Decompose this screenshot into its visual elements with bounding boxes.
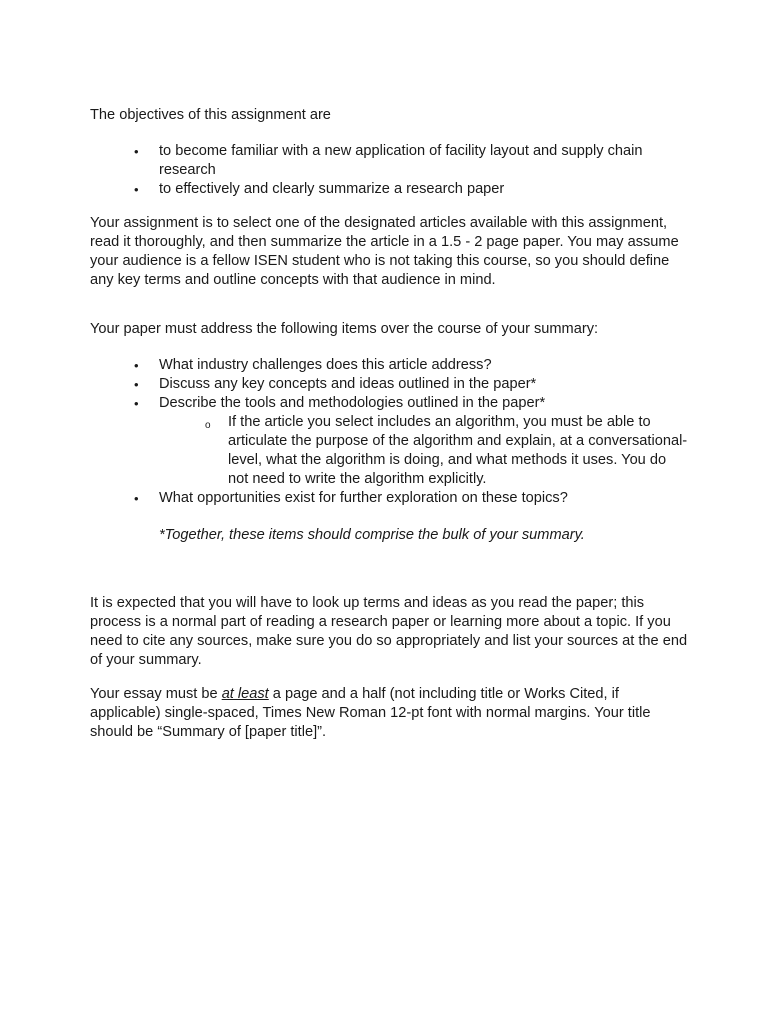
bullet-icon: •	[134, 144, 139, 159]
essay-requirements-paragraph	[90, 685, 690, 742]
essay-emphasis: at least	[221, 686, 269, 702]
item-text: Describe the tools and methodologies outlined in the paper*	[159, 395, 546, 411]
subitem-text: If the article you select includes an algorithm, you must be able to articulate the purpose of the algorithm and explain, at a conversational-level, what the algorithm is doing, and what methods it uses. You do not need to write the algorithm explicitly.	[228, 414, 688, 487]
bullet-icon: •	[134, 491, 139, 506]
items-note: *Together, these items should comprise the bulk of your summary.	[159, 527, 585, 543]
item-text: What industry challenges does this article address?	[159, 357, 492, 373]
document-page	[90, 106, 690, 757]
objective-text: to effectively and clearly summarize a research paper	[159, 181, 505, 197]
essay-text-after: a page and a half (not including title or Works Cited, if applicable) single-spaced, Times New Roman 12-pt font with normal margins. Your title should be “Summary of [paper title]”.	[90, 686, 651, 740]
objective-item	[90, 180, 690, 199]
bullet-icon: •	[134, 377, 139, 392]
bullet-icon: •	[134, 182, 139, 197]
essay-text-before: Your essay must be	[90, 686, 222, 702]
objectives-list	[90, 142, 690, 199]
bullet-icon: •	[134, 396, 139, 411]
items-list	[90, 356, 690, 508]
item	[90, 394, 690, 489]
subitem	[90, 413, 690, 489]
item	[90, 356, 690, 375]
bullet-icon: •	[134, 358, 139, 373]
subitem-list	[159, 413, 690, 489]
item	[90, 375, 690, 394]
objective-item	[90, 142, 690, 180]
item-text: What opportunities exist for further exploration on these topics?	[159, 490, 568, 506]
assignment-paragraph: Your assignment is to select one of the designated articles available with this assignment, read it thoroughly, and then summarize the article in a 1.5 - 2 page paper. You may assume your audience is a fellow ISEN student who is not taking this course, so you should define any key terms and outline concepts with that audience in mind.	[90, 215, 679, 288]
item-text: Discuss any key concepts and ideas outlined in the paper*	[159, 376, 537, 392]
circle-bullet-icon: o	[205, 420, 211, 431]
address-intro: Your paper must address the following items over the course of your summary:	[90, 321, 599, 337]
item	[90, 489, 690, 508]
objective-text: to become familiar with a new application of facility layout and supply chain research	[159, 143, 643, 178]
lookup-paragraph: It is expected that you will have to look up terms and ideas as you read the paper; this process is a normal part of reading a research paper or learning more about a topic. If you need to cite any sources, make sure you do so appropriately and list your sources at the end of your summary.	[90, 595, 688, 668]
objectives-intro: The objectives of this assignment are	[90, 107, 331, 123]
